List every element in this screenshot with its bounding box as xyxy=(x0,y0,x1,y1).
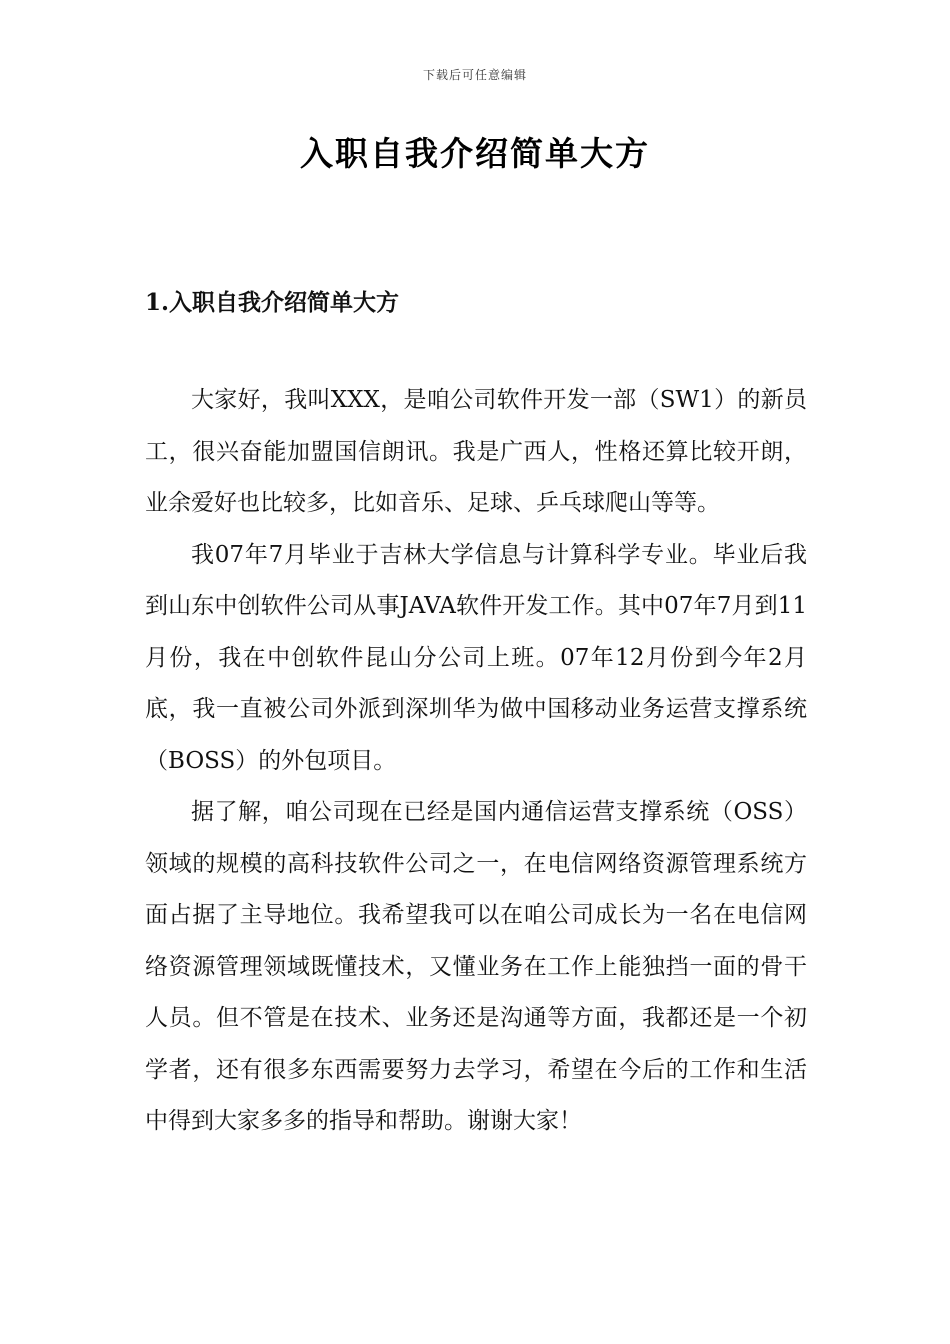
paragraph-goals: 据了解，咱公司现在已经是国内通信运营支撑系统（OSS）领域的规模的高科技软件公司之一，在电信网络资源管理系统方面占据了主导地位。我希望我可以在咱公司成长为一名在电信网络资源管理领域既懂技术，又懂业务在工作上能独挡一面的骨干人员。但不管是在技术、业务还是沟通等方面，我都还是一个初学者，还有很多东西需要努力去学习，希望在今后的工作和生活中得到大家多多的指导和帮助。谢谢大家！ xyxy=(145,799,807,1134)
document-title: 入职自我介绍简单大方 xyxy=(300,134,650,173)
paragraph-introduction: 大家好，我叫XXX，是咱公司软件开发一部（SW1）的新员工，很兴奋能加盟国信朗讯。我是广西人，性格还算比较开朗，业余爱好也比较多，比如音乐、足球、乒乓球爬山等等。 xyxy=(145,387,807,516)
section-heading: 1.入职自我介绍简单大方 xyxy=(145,289,400,316)
body-text xyxy=(145,375,807,1148)
paragraph-background: 我07年7月毕业于吉林大学信息与计算科学专业。毕业后我到山东中创软件公司从事JAVA软件开发工作。其中07年7月到11月份，我在中创软件昆山分公司上班。07年12月份到今年2月底，我一直被公司外派到深圳华为做中国移动业务运营支撑系统（BOSS）的外包项目。 xyxy=(145,541,807,774)
header-note: 下载后可任意编辑 xyxy=(422,68,527,82)
